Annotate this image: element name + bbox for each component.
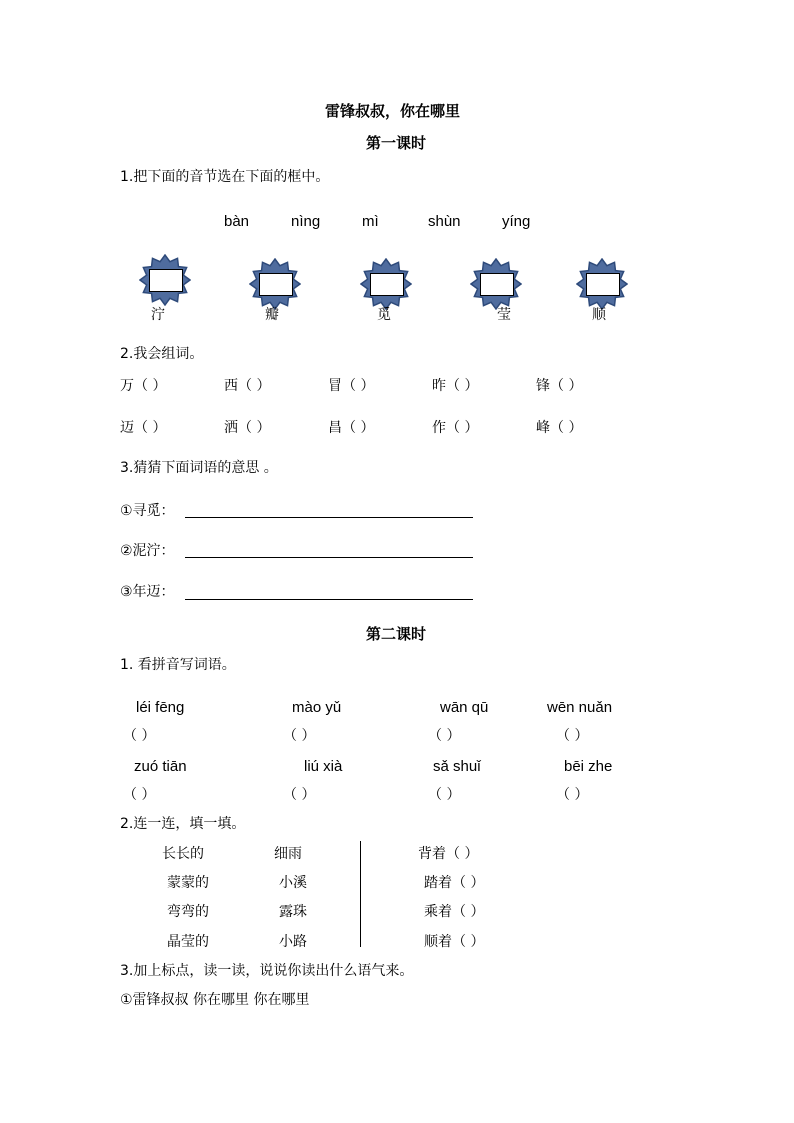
word-blank[interactable]: 西（ ） bbox=[224, 378, 271, 394]
write-blank[interactable]: （ ） bbox=[428, 728, 461, 744]
answer-badge-3[interactable] bbox=[360, 258, 412, 310]
word-blank[interactable]: 迈（ ） bbox=[120, 420, 167, 436]
meaning-label-1: ①寻觅： bbox=[120, 503, 175, 519]
pinyin-5: zuó tiān bbox=[134, 758, 187, 775]
char-2: 瓣 bbox=[265, 307, 279, 323]
answer-badge-5[interactable] bbox=[576, 258, 628, 310]
write-blank[interactable]: （ ） bbox=[123, 728, 156, 744]
l2q1-prompt: 1. 看拼音写词语。 bbox=[120, 657, 236, 673]
write-blank[interactable]: （ ） bbox=[283, 728, 316, 744]
fill-blank-3[interactable]: 乘着（ ） bbox=[424, 904, 485, 920]
word-blank[interactable]: 作（ ） bbox=[432, 420, 479, 436]
word-blank[interactable]: 昨（ ） bbox=[432, 378, 479, 394]
answer-box-2[interactable] bbox=[259, 273, 293, 296]
syllable-5: yíng bbox=[502, 213, 531, 230]
char-4: 莹 bbox=[497, 307, 511, 323]
noun-1[interactable]: 细雨 bbox=[274, 846, 302, 862]
l2q3-prompt: 3.加上标点，读一读，说说你读出什么语气来。 bbox=[120, 963, 414, 979]
punctuation-line[interactable]: ①雷锋叔叔 你在哪里 你在哪里 bbox=[120, 992, 310, 1008]
fill-blank-4[interactable]: 顺着（ ） bbox=[424, 934, 485, 950]
l2q2-prompt: 2.连一连，填一填。 bbox=[120, 816, 246, 832]
fill-blank-1[interactable]: 背着（ ） bbox=[418, 846, 479, 862]
lesson2-title: 第二课时 bbox=[366, 625, 427, 643]
l1q2-prompt: 2.我会组词。 bbox=[120, 346, 204, 362]
answer-box-4[interactable] bbox=[480, 273, 514, 296]
char-1: 泞 bbox=[151, 307, 165, 323]
noun-3[interactable]: 露珠 bbox=[279, 904, 307, 920]
answer-box-3[interactable] bbox=[370, 273, 404, 296]
adj-4[interactable]: 晶莹的 bbox=[167, 934, 209, 950]
syllable-2: nìng bbox=[291, 213, 321, 230]
answer-badge-1[interactable] bbox=[139, 254, 191, 306]
write-blank[interactable]: （ ） bbox=[428, 787, 461, 803]
char-3: 觅 bbox=[377, 307, 391, 323]
meaning-label-3: ③年迈： bbox=[120, 584, 175, 600]
pinyin-4: wēn nuǎn bbox=[547, 699, 613, 716]
pinyin-3: wān qū bbox=[440, 699, 489, 716]
pinyin-6: liú xià bbox=[304, 758, 343, 775]
noun-4[interactable]: 小路 bbox=[279, 934, 307, 950]
syllable-3: mì bbox=[362, 213, 379, 230]
syllable-4: shùn bbox=[428, 213, 461, 230]
write-blank[interactable]: （ ） bbox=[123, 787, 156, 803]
write-blank[interactable]: （ ） bbox=[556, 787, 589, 803]
write-blank[interactable]: （ ） bbox=[556, 728, 589, 744]
answer-line-3[interactable] bbox=[185, 599, 473, 600]
adj-3[interactable]: 弯弯的 bbox=[167, 904, 209, 920]
pinyin-2: mào yǔ bbox=[292, 699, 342, 716]
pinyin-7: sǎ shuǐ bbox=[433, 758, 481, 775]
word-blank[interactable]: 洒（ ） bbox=[224, 420, 271, 436]
word-blank[interactable]: 峰（ ） bbox=[536, 420, 583, 436]
word-blank[interactable]: 昌（ ） bbox=[328, 420, 375, 436]
word-blank[interactable]: 冒（ ） bbox=[328, 378, 375, 394]
divider-line bbox=[360, 841, 361, 947]
char-5: 顺 bbox=[592, 307, 606, 323]
lesson1-title: 第一课时 bbox=[366, 134, 427, 152]
word-blank[interactable]: 锋（ ） bbox=[536, 378, 583, 394]
meaning-label-2: ②泥泞： bbox=[120, 543, 175, 559]
answer-line-2[interactable] bbox=[185, 557, 473, 558]
write-blank[interactable]: （ ） bbox=[283, 787, 316, 803]
syllable-1: bàn bbox=[224, 213, 250, 230]
answer-box-1[interactable] bbox=[149, 269, 183, 292]
pinyin-8: bēi zhe bbox=[564, 758, 613, 775]
answer-badge-2[interactable] bbox=[249, 258, 301, 310]
l1q1-prompt: 1.把下面的音节选在下面的框中。 bbox=[120, 169, 330, 185]
l1q3-prompt: 3.猜猜下面词语的意思 。 bbox=[120, 460, 278, 476]
answer-box-5[interactable] bbox=[586, 273, 620, 296]
adj-2[interactable]: 蒙蒙的 bbox=[167, 875, 209, 891]
pinyin-1: léi fēng bbox=[136, 699, 185, 716]
answer-badge-4[interactable] bbox=[470, 258, 522, 310]
fill-blank-2[interactable]: 踏着（ ） bbox=[424, 875, 485, 891]
adj-1[interactable]: 长长的 bbox=[162, 846, 204, 862]
doc-title: 雷锋叔叔，你在哪里 bbox=[325, 102, 461, 120]
noun-2[interactable]: 小溪 bbox=[279, 875, 307, 891]
word-blank[interactable]: 万（ ） bbox=[120, 378, 167, 394]
answer-line-1[interactable] bbox=[185, 517, 473, 518]
